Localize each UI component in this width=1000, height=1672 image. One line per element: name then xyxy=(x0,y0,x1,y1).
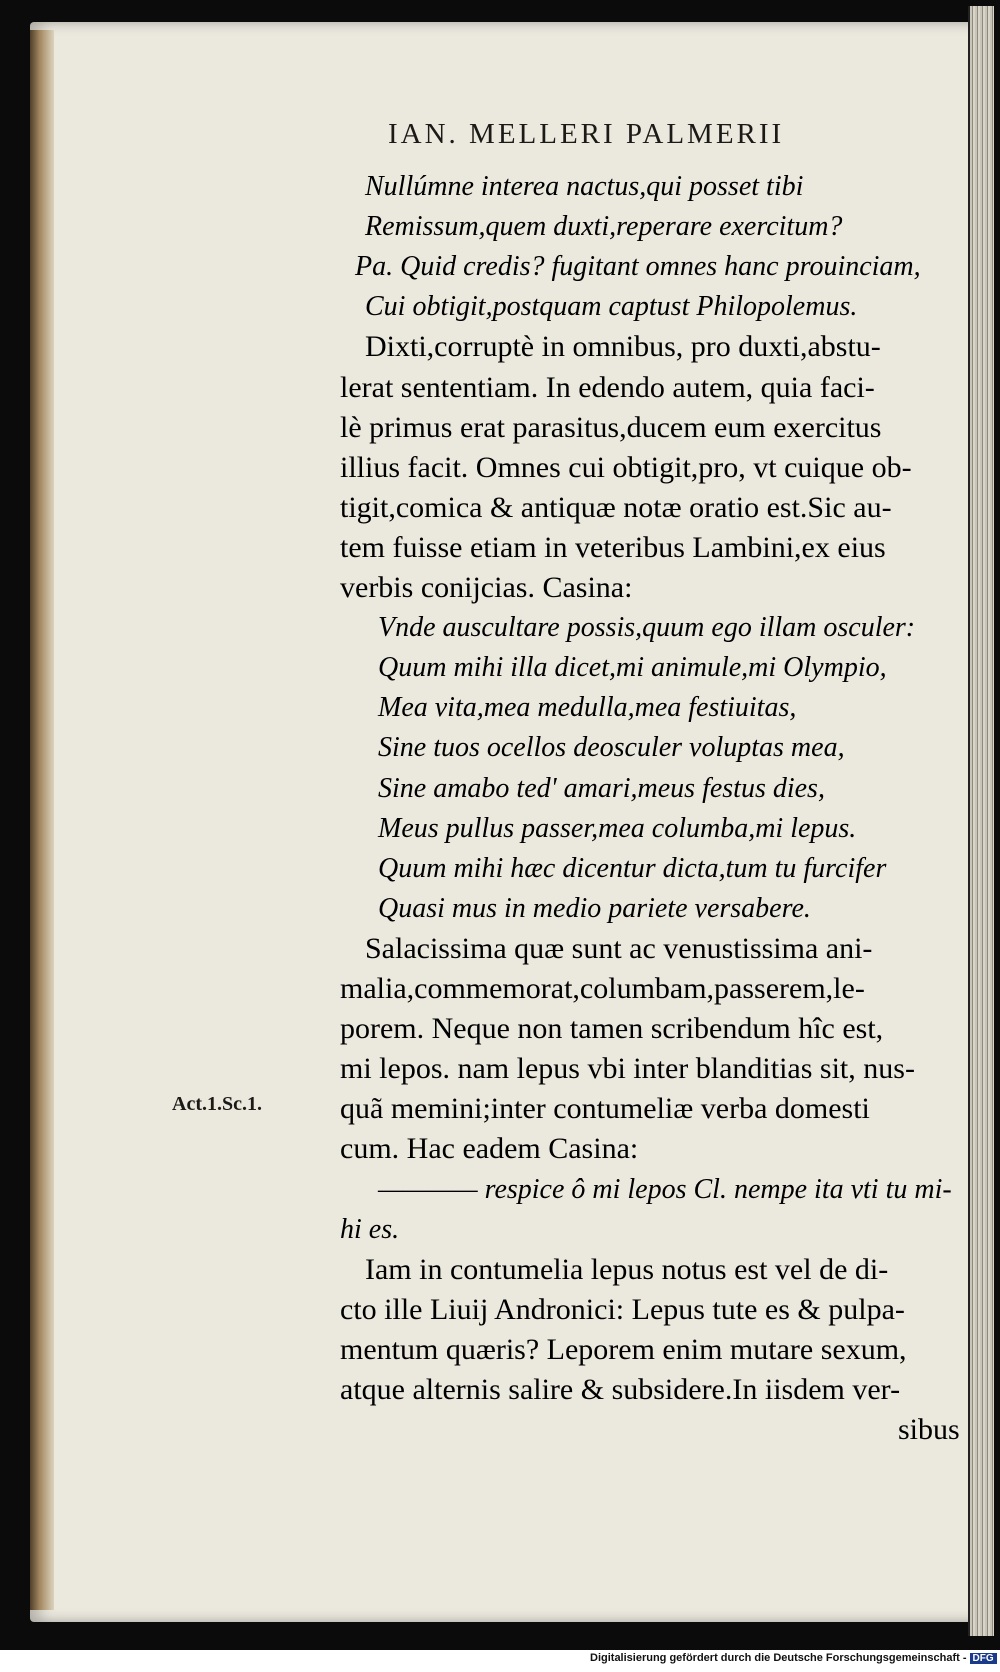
margin-note: Act.1.Sc.1. xyxy=(172,1093,262,1115)
text-line: Quum mihi illa dicet,mi animule,mi Olympio, xyxy=(378,652,887,684)
text-line: Mea vita,mea medulla,mea festiuitas, xyxy=(378,692,797,724)
text-line: mi lepos. nam lepus vbi inter blanditias sit, nus- xyxy=(340,1052,915,1086)
text-line: Sine tuos ocellos deosculer voluptas mea, xyxy=(378,732,845,764)
text-line: Remissum,quem duxti,reperare exercitum? xyxy=(365,211,843,243)
text-line: verbis conijcias. Casina: xyxy=(340,571,633,604)
running-header: IAN. MELLERI PALMERII xyxy=(388,118,785,150)
text-line: Iam in contumelia lepus notus est vel de di- xyxy=(365,1252,889,1286)
text-line: tem fuisse etiam in veteribus Lambini,ex eius xyxy=(340,530,886,564)
footer-credit xyxy=(590,1652,997,1664)
footer-text: Digitalisierung gefördert durch die Deutsche Forschungsgemeinschaft - xyxy=(590,1652,967,1664)
page-gutter xyxy=(30,30,54,1610)
text-line: atque alternis salire & subsidere.In iisdem ver- xyxy=(340,1373,901,1406)
text-line: lerat sententiam. In edendo autem, quia faci- xyxy=(340,370,875,404)
text-line: cto ille Liuij Andronici: Lepus tute es & pulpa- xyxy=(340,1292,905,1326)
text-line: mentum quæris? Leporem enim mutare sexum, xyxy=(340,1332,907,1366)
text-line: Quasi mus in medio pariete versabere. xyxy=(378,892,811,924)
text-line: Sine amabo ted' amari,meus festus dies, xyxy=(378,772,825,804)
text-line: porem. Neque non tamen scribendum hîc est, xyxy=(340,1012,884,1046)
text-line: quã memini;inter contumeliæ verba domesti xyxy=(340,1092,870,1126)
text-line: malia,commemorat,columbam,passerem,le- xyxy=(340,972,865,1005)
text-line: cum. Hac eadem Casina: xyxy=(340,1132,639,1166)
text-line: Dixti,corruptè in omnibus, pro duxti,abstu- xyxy=(365,330,881,364)
text-line: Cui obtigit,postquam captust Philopolemus. xyxy=(365,291,858,323)
text-line: Pa. Quid credis? fugitant omnes hanc prouinciam, xyxy=(355,251,921,283)
text-line: illius facit. Omnes cui obtigit,pro, vt cuique ob- xyxy=(340,450,912,484)
text-line: ———— respice ô mi lepos Cl. nempe ita vti tu mi- xyxy=(378,1173,952,1205)
dfg-logo: DFG xyxy=(970,1653,997,1664)
text-line: Quum mihi hæc dicentur dicta,tum tu furcifer xyxy=(378,852,887,884)
text-line: Nullúmne interea nactus,qui posset tibi xyxy=(365,171,804,202)
text-line: hi es. xyxy=(340,1213,400,1245)
text-line: Salacissima quæ sunt ac venustissima ani- xyxy=(365,931,873,965)
text-line: lè primus erat parasitus,ducem eum exercitus xyxy=(340,410,882,444)
text-line: tigit,comica & antiquæ notæ oratio est.Sic au- xyxy=(340,490,892,524)
page-edge xyxy=(968,6,994,1636)
text-line: sibus xyxy=(898,1413,960,1447)
text-line: Vnde auscultare possis,quum ego illam osculer: xyxy=(378,612,916,644)
text-line: Meus pullus passer,mea columba,mi lepus. xyxy=(378,812,857,844)
